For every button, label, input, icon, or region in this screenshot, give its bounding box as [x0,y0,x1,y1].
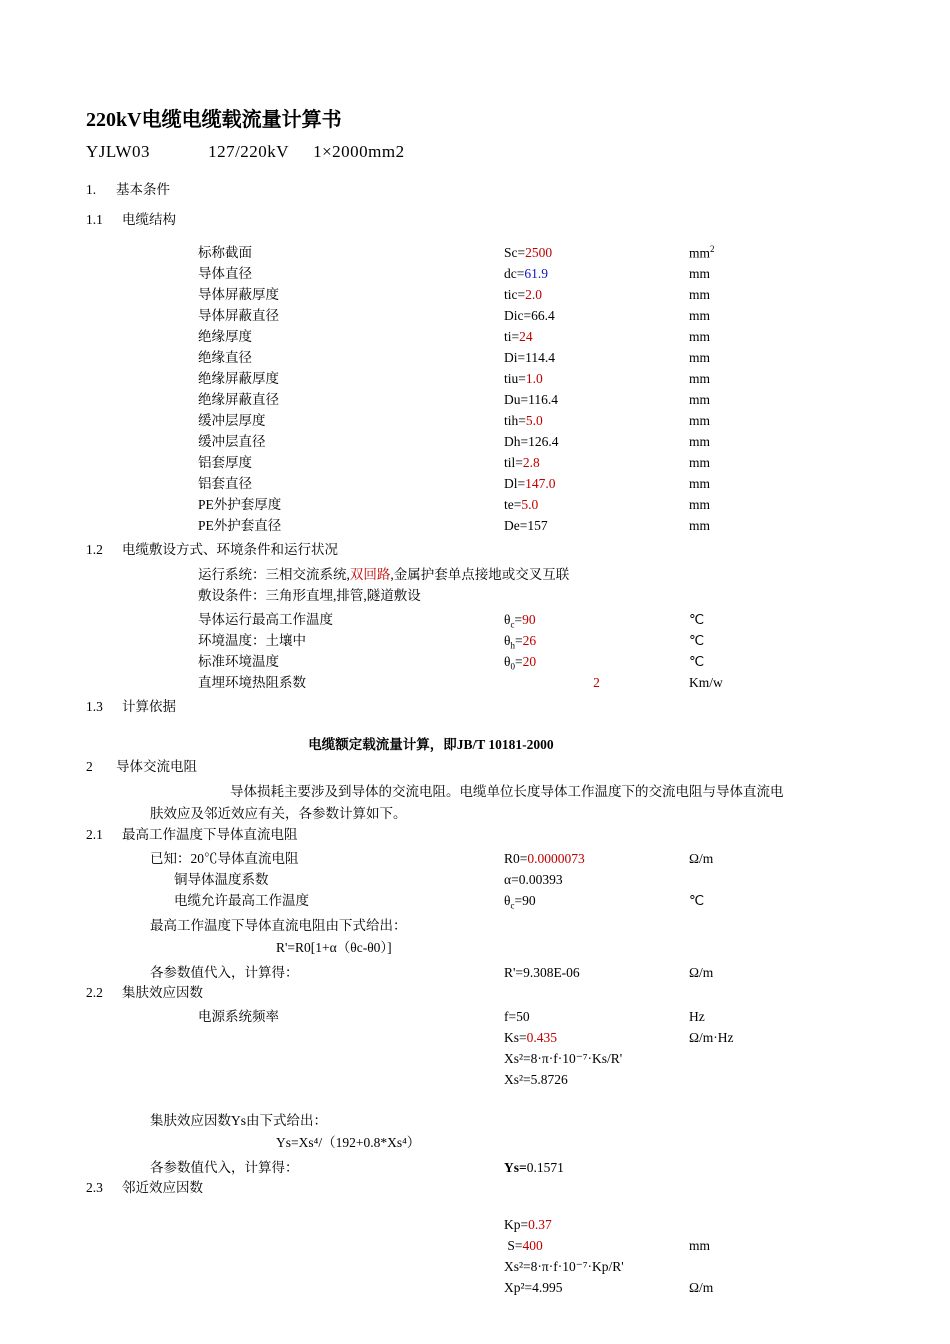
param-symbol: ti=24 [504,328,533,344]
param-unit: mm [689,412,711,428]
table-row [86,494,896,515]
param-value: 0.435 [526,1030,557,1046]
param-value: 2.8 [522,454,540,470]
param-symbol: Di=114.4 [504,349,555,365]
param-symbol: tic=2.0 [504,286,542,302]
section-2-1-label: 最高工作温度下导体直流电阻 [122,826,298,842]
param-symbol: α=0.00393 [504,872,563,888]
table-row [86,1069,896,1090]
param-unit: mm [689,265,711,281]
param-value: 90 [522,893,536,909]
table-row [86,263,896,284]
param-value: 0.1571 [526,1159,564,1175]
proximity-effect-table [86,1214,896,1298]
param-label: 导体运行最高工作温度 [198,611,333,627]
param-value: 126.4 [528,433,559,449]
param-unit: mm [689,454,711,470]
param-value: 400 [522,1237,543,1253]
skin-effect-note: 集肤效应因数Ys由下式给出： [150,1113,328,1129]
param-label: 已知：20℃导体直流电阻 [150,851,299,867]
param-symbol: Kp=0.37 [504,1216,552,1232]
param-symbol: $\theta_c=90$ [504,893,536,912]
param-value: 0.0000073 [527,851,585,867]
param-symbol: S=400 [507,1237,543,1253]
section-2-1-number: 2.1 [86,826,103,842]
param-symbol: Sc=2500 [504,245,553,261]
section-1-2-heading [86,540,896,561]
param-unit: mm [689,286,711,302]
skin-effect-formula: Ys=Xs⁴/（192+0.8*Xs⁴） [276,1135,421,1151]
table-row [86,869,896,890]
section-1-2-number: 1.2 [86,541,103,557]
param-unit: mm [689,391,711,407]
param-unit: Ω/m·Hz [689,1030,734,1046]
dc-resistance-formula: R'=R0[1+α（θc-θ0）] [276,940,392,956]
param-label: 缓冲层厚度 [198,412,266,428]
section-2-2-number: 2.2 [86,984,103,1000]
skin-xs-value: Xs²=5.8726 [504,1072,568,1088]
document-subtitle [86,142,896,162]
operating-system-suffix: ,金属护套单点接地或交叉互联 [390,566,570,582]
table-row [86,672,896,693]
param-symbol: De=157 [504,517,548,533]
param-label: 导体屏蔽直径 [198,307,279,323]
param-symbol: tih=5.0 [504,412,543,428]
param-label: 标称截面 [198,245,252,261]
table-row [86,326,896,347]
param-symbol: tiu=1.0 [504,370,543,386]
table-row [86,389,896,410]
param-unit: mm [689,349,711,365]
section-2-number: 2 [86,758,93,774]
param-unit: Km/w [689,674,723,690]
param-unit: mm [689,433,711,449]
param-symbol: Du=116.4 [504,391,558,407]
laying-condition-line: 敷设条件：三角形直埋,排管,隧道敷设 [198,588,421,604]
section-1-3-label: 计算依据 [122,698,176,714]
table-row [86,242,896,263]
param-unit: ℃ [689,653,705,669]
skin-effect-table [86,1006,896,1090]
section-1-heading [86,180,896,201]
param-label: 各参数值代入，计算得： [150,1159,299,1175]
section-2-paragraph-line1: 导体损耗主要涉及到导体的交流电阻。电缆单位长度导体工作温度下的交流电阻与导体直流电 [230,783,784,799]
param-label: 铝套厚度 [198,454,252,470]
param-unit: mm [689,496,711,512]
table-row [86,848,896,869]
param-symbol: R0=0.0000073 [504,851,585,867]
table-row [86,452,896,473]
table-row [86,1235,896,1256]
section-2-3-label: 邻近效应因数 [122,1179,203,1195]
cable-structure-table [86,242,896,536]
page-title: 220kV电缆电缆载流量计算书 [86,109,342,131]
section-1-number: 1. [86,182,97,197]
section-1-label: 基本条件 [116,182,170,197]
param-unit: mm [689,475,711,491]
param-label: PE外护套直径 [198,517,282,533]
param-value: 20 [522,653,537,669]
param-symbol: Dh=126.4 [504,433,559,449]
section-1-2-label: 电缆敷设方式、环境条件和运行状况 [122,541,338,557]
param-label: 环境温度：土壤中 [198,632,306,648]
table-row [86,347,896,368]
table-row [86,609,896,630]
param-value: 1.0 [525,370,543,386]
param-unit: Ω/m [689,1279,714,1295]
param-unit: Hz [689,1009,705,1025]
param-unit: ℃ [689,893,705,909]
param-label: 电源系统频率 [198,1009,279,1025]
table-row [86,473,896,494]
param-unit: Ω/m [689,964,714,980]
dc-resistance-note: 最高工作温度下导体直流电阻由下式给出： [150,918,407,934]
param-label: 绝缘直径 [198,349,252,365]
table-row [86,1027,896,1048]
param-label: 电缆允许最高工作温度 [174,893,309,909]
table-row [86,515,896,536]
table-row [86,368,896,389]
skin-xs-formula: Xs²=8·π·f·10⁻⁷·Ks/R' [504,1051,623,1067]
param-value: 116.4 [528,391,558,407]
param-symbol: Dl=147.0 [504,475,556,491]
param-unit: $mm^2$ [689,243,715,261]
subtitle-model: YJLW03 [86,142,151,161]
param-value: 61.9 [524,265,548,281]
section-1-1-number: 1.1 [86,211,103,227]
table-row [86,630,896,651]
param-symbol: te=5.0 [504,496,539,512]
param-value: 24 [519,328,533,344]
subtitle-voltage: 127/220kV [208,142,290,161]
param-label: 导体直径 [198,265,252,281]
param-symbol [504,672,689,693]
dc-resistance-table [86,848,896,911]
section-1-1-label: 电缆结构 [122,211,176,227]
param-label: 直埋环境热阻系数 [198,674,306,690]
operating-system-highlight: 双回路 [349,566,391,582]
skin-effect-result-row [86,1157,896,1178]
param-unit: Ω/m [689,851,714,867]
param-label: 铝套直径 [198,475,252,491]
param-unit: mm [689,370,711,386]
section-1-1-heading [86,210,896,231]
table-row [86,1048,896,1069]
section-2-1-heading [86,825,896,846]
table-row [86,431,896,452]
section-2-2-heading [86,983,896,1004]
param-label: 绝缘屏蔽厚度 [198,370,279,386]
operating-system-prefix: 运行系统：三相交流系统, [198,566,350,582]
param-label: 绝缘屏蔽直径 [198,391,279,407]
subtitle-section: 1×2000mm2 [313,142,405,161]
table-row [86,410,896,431]
param-symbol: $\theta_0=20$ [504,653,537,672]
param-value: 0.37 [528,1216,552,1232]
section-2-3-number: 2.3 [86,1179,103,1195]
param-value: 114.4 [525,349,555,365]
table-row [86,1006,896,1027]
section-2-heading [86,757,896,778]
param-value: 147.0 [525,475,556,491]
param-symbol: f=50 [504,1009,530,1025]
table-row [86,1277,896,1298]
param-unit: mm [689,1237,711,1253]
param-label: 标准环境温度 [198,653,279,669]
param-value: 2.0 [525,286,542,302]
param-label: 导体屏蔽厚度 [198,286,279,302]
param-value: 5.0 [525,412,543,428]
param-label: 缓冲层直径 [198,433,266,449]
param-value: 9.308E-06 [523,964,580,980]
section-1-3-heading [86,697,896,718]
table-row [86,651,896,672]
param-value: 157 [527,517,548,533]
table-row [86,284,896,305]
param-symbol: Dic=66.4 [504,307,555,323]
section-2-2-label: 集肤效应因数 [122,984,203,1000]
section-2-3-heading [86,1178,896,1199]
param-unit: mm [689,517,711,533]
param-unit: ℃ [689,632,705,648]
section-1-3-number: 1.3 [86,698,103,714]
param-symbol: Ys=0.1571 [504,1159,564,1175]
param-value: 26 [522,632,537,648]
param-unit: mm [689,328,711,344]
param-unit: mm [689,307,711,323]
param-unit: ℃ [689,611,705,627]
param-label: 各参数值代入，计算得： [150,964,299,980]
table-row [86,305,896,326]
param-value: 2 [593,674,600,690]
operating-system-line [86,564,896,586]
param-symbol: til=2.8 [504,454,540,470]
param-symbol: R'=9.308E-06 [504,964,580,980]
table-row [86,890,896,911]
proximity-xp-value: Xp²=4.995 [504,1279,563,1295]
param-symbol: $\theta_c=90$ [504,611,536,630]
section-2-paragraph-line2: 肤效应及邻近效应有关，各参数计算如下。 [150,805,407,821]
temperature-table [86,609,896,693]
proximity-xs-formula: Xs²=8·π·f·10⁻⁷·Kp/R' [504,1258,624,1274]
param-value: 50 [516,1009,530,1025]
table-row [86,1214,896,1235]
param-symbol: Ks=0.435 [504,1030,557,1046]
param-label: 绝缘厚度 [198,328,252,344]
calculation-basis: 电缆额定载流量计算，即JB/T 10181-2000 [308,736,554,752]
table-row [86,1256,896,1277]
param-value: 0.00393 [518,872,563,888]
dc-resistance-result-row [86,962,896,983]
param-value: 2500 [525,245,553,261]
param-label: PE外护套厚度 [198,496,282,512]
param-symbol: $\theta_h=26$ [504,632,537,651]
param-label: 铜导体温度系数 [174,872,269,888]
param-value: 5.0 [521,496,539,512]
document-content [86,108,896,1302]
param-value: 66.4 [531,307,555,323]
section-2-label: 导体交流电阻 [116,758,197,774]
param-value: 90 [522,611,536,627]
param-symbol: dc=61.9 [504,265,548,281]
